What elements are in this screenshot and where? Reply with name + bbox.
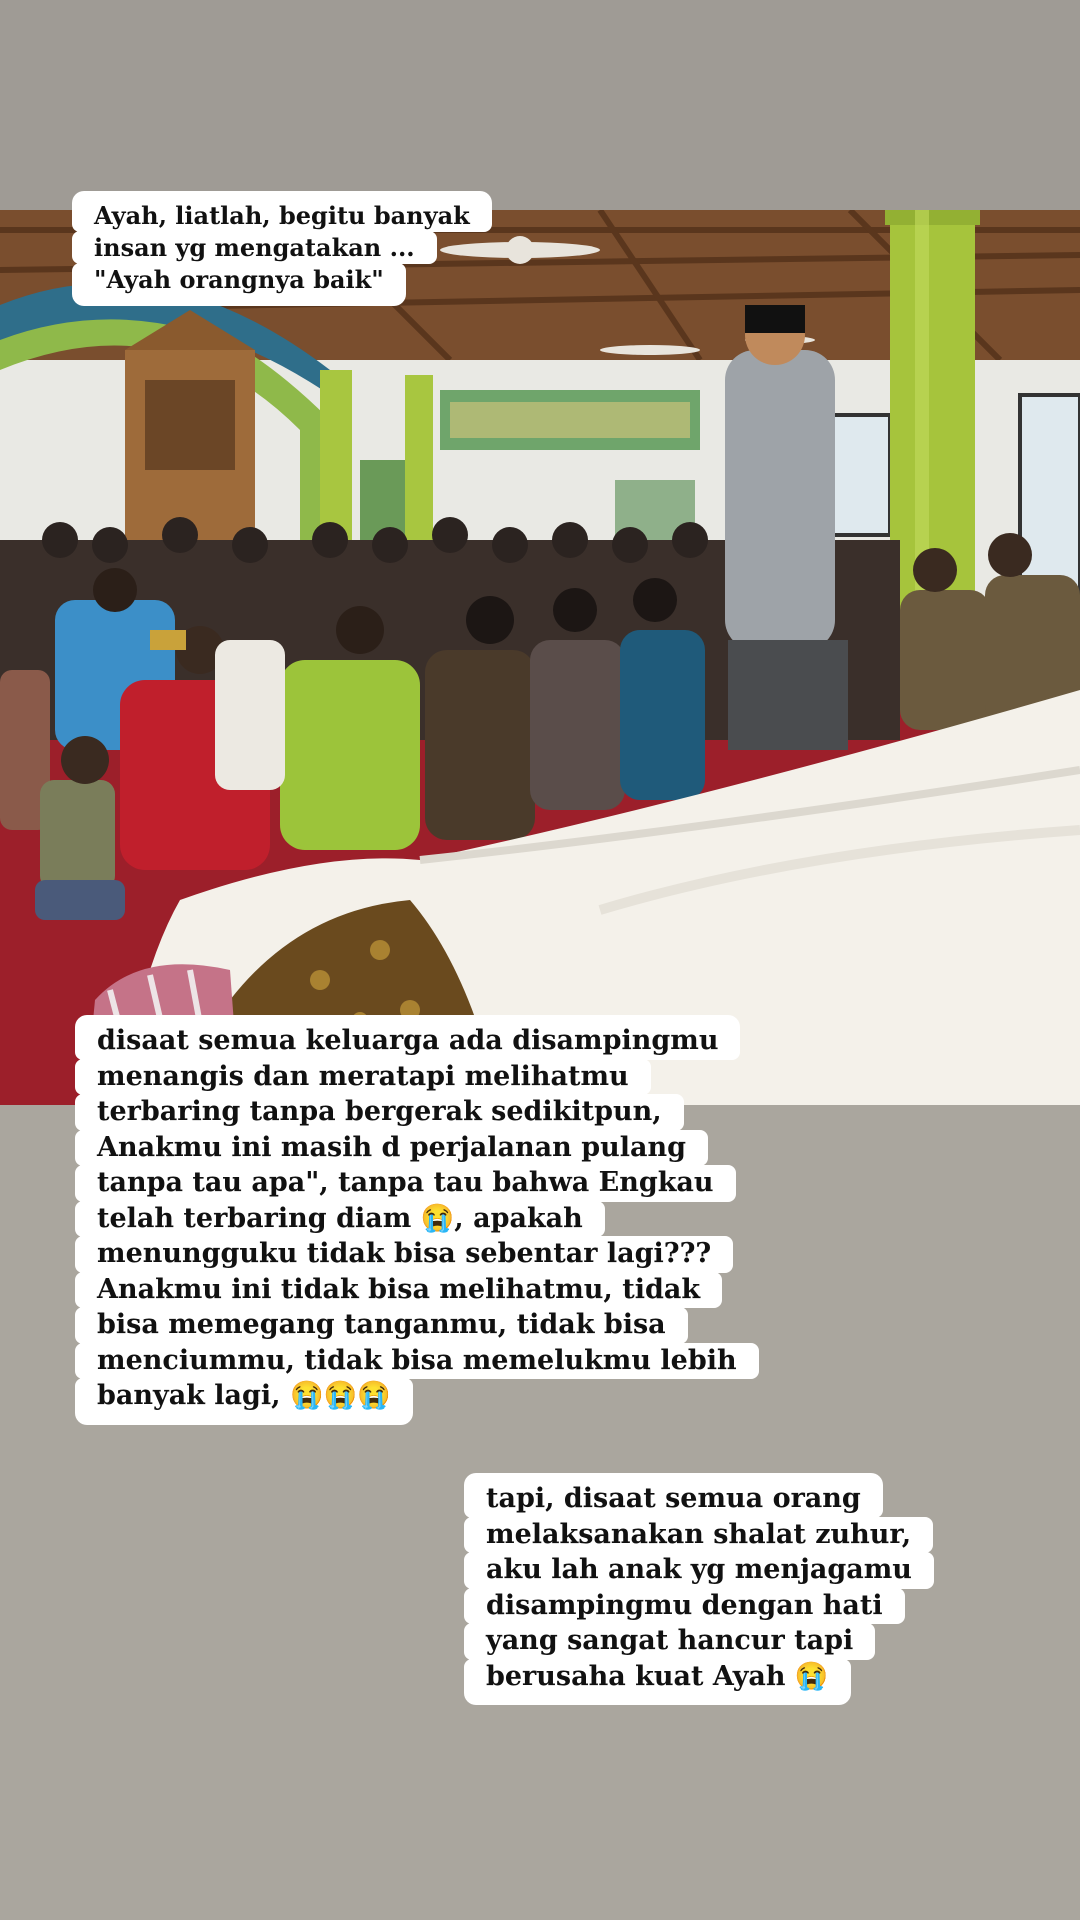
story-text-line: Ayah, liatlah, begitu banyak (72, 191, 492, 232)
story-text-top (72, 192, 492, 306)
story-text-line: Anakmu ini masih d perjalanan pulang (75, 1130, 708, 1167)
story-text-line: menciummu, tidak bisa memelukmu lebih (75, 1343, 759, 1380)
story-text-line: melaksanakan shalat zuhur, (464, 1517, 933, 1554)
story-text-line: berusaha kuat Ayah 😭 (464, 1659, 851, 1706)
story-text-line: menangis dan meratapi melihatmu (75, 1059, 651, 1096)
story-text-line: terbaring tanpa bergerak sedikitpun, (75, 1094, 684, 1131)
mosque-photo (0, 210, 1080, 1105)
story-text-line: Anakmu ini tidak bisa melihatmu, tidak (75, 1272, 722, 1309)
story-text-line: insan yg mengatakan ... (72, 231, 437, 264)
story-text-line: aku lah anak yg menjagamu (464, 1552, 934, 1589)
story-text-line: bisa memegang tanganmu, tidak bisa (75, 1307, 688, 1344)
story-text-line: disaat semua keluarga ada disampingmu (75, 1015, 740, 1060)
background-top (0, 0, 1080, 210)
story-text-line: menungguku tidak bisa sebentar lagi??? (75, 1236, 733, 1273)
story-text-middle (75, 1016, 759, 1425)
story-text-line: tanpa tau apa", tanpa tau bahwa Engkau (75, 1165, 736, 1202)
story-text-bottom (464, 1474, 934, 1705)
story-text-line: "Ayah orangnya baik" (72, 263, 406, 306)
story-text-line: tapi, disaat semua orang (464, 1473, 883, 1518)
story-text-line: telah terbaring diam 😭, apakah (75, 1201, 605, 1238)
story-text-line: yang sangat hancur tapi (464, 1623, 875, 1660)
story-text-line: banyak lagi, 😭😭😭 (75, 1378, 413, 1425)
story-text-line: disampingmu dengan hati (464, 1588, 905, 1625)
